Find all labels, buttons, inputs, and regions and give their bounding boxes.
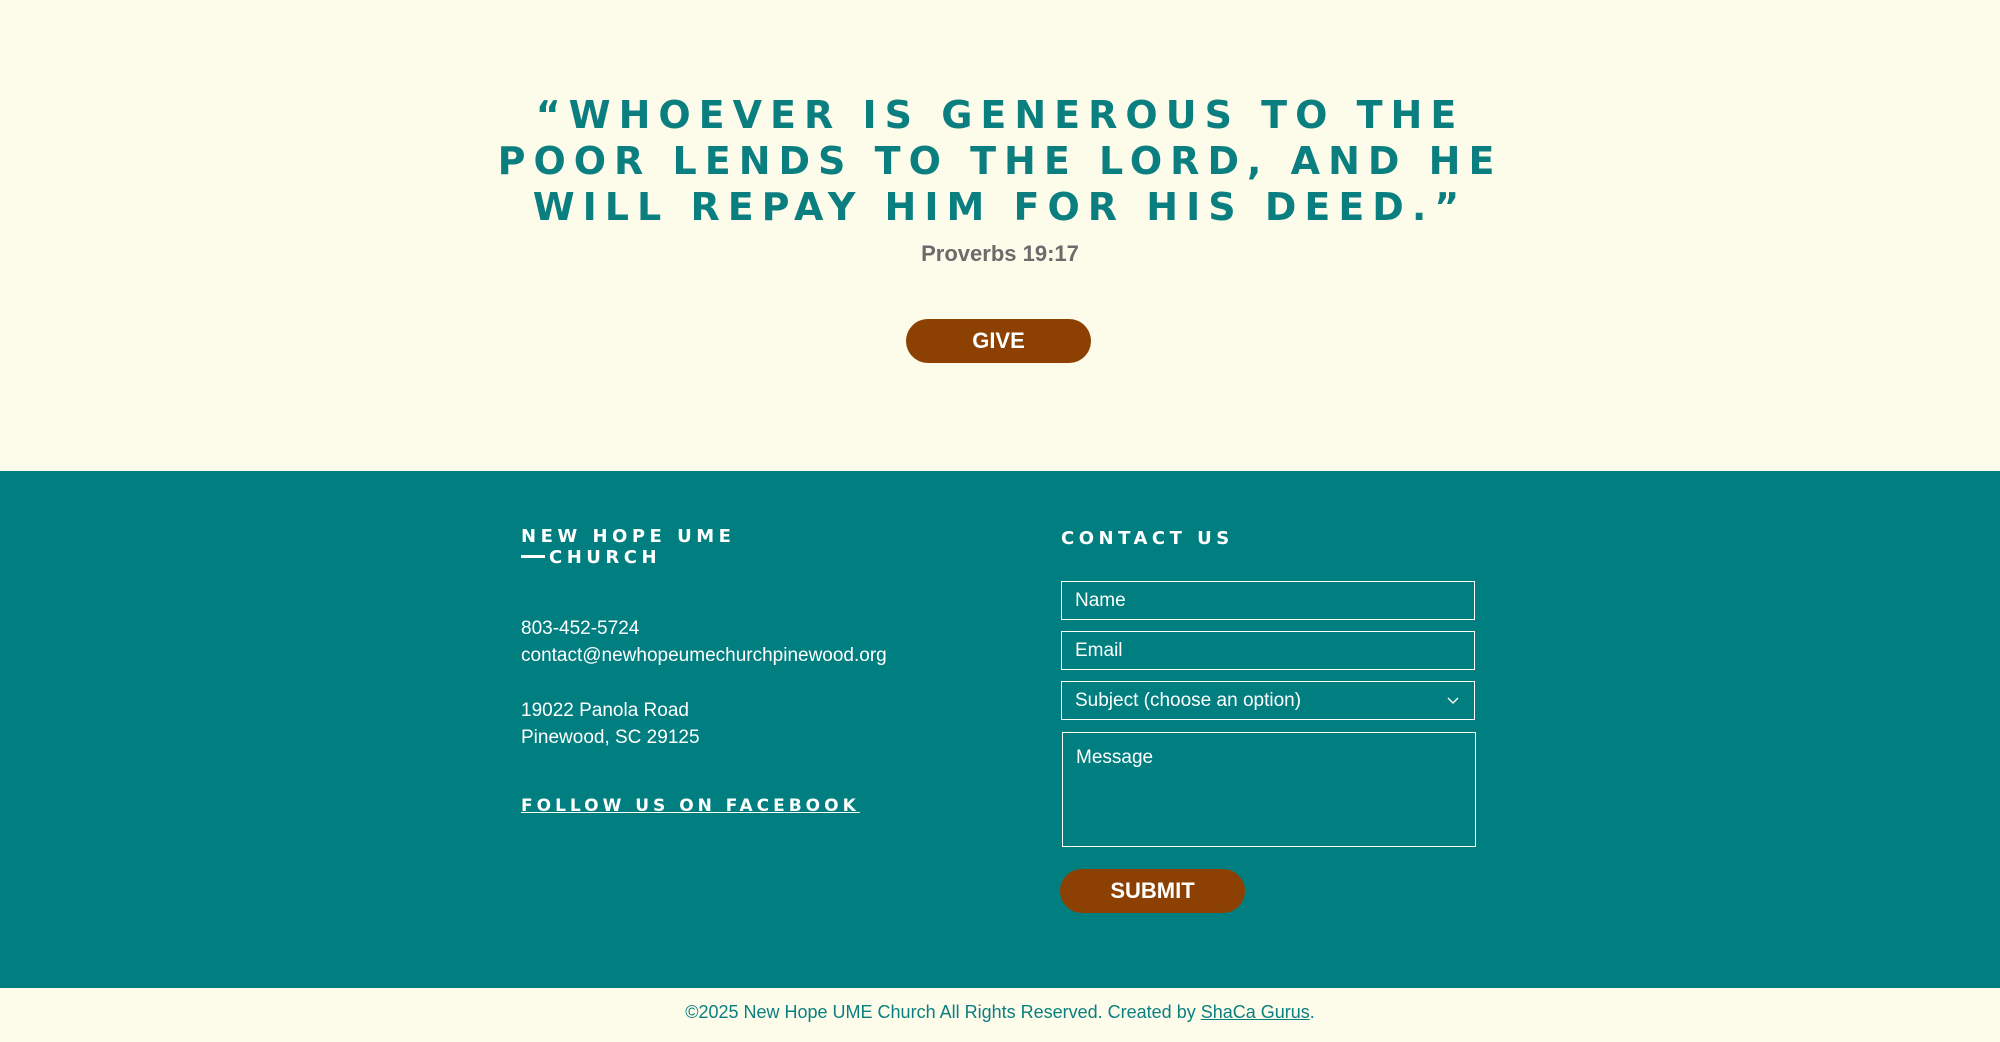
subject-select[interactable] [1061,681,1475,720]
phone-number: 803-452-5724 [521,618,640,639]
message-placeholder: Message [1076,747,1154,768]
footer-church-name [521,526,735,568]
address-line1: 19022 Panola Road [521,700,689,721]
submit-button[interactable]: SUBMIT [1060,869,1245,913]
site-footer [0,471,2000,988]
church-name-line2-wrapper [521,547,735,568]
copyright-text: ©2025 New Hope UME Church All Rights Reserved. Created by [685,1002,1201,1022]
copyright-notice [0,1002,2000,1023]
facebook-link[interactable]: FOLLOW US ON FACEBOOK [521,796,860,816]
email-input[interactable] [1061,631,1475,670]
give-button[interactable]: GIVE [906,319,1091,363]
contact-us-heading: CONTACT US [1061,528,1234,549]
email-placeholder: Email [1075,639,1123,661]
church-name-line1: NEW HOPE UME [521,526,736,547]
address-line2: Pinewood, SC 29125 [521,727,700,748]
scripture-quote: “WHOEVER IS GENEROUS TO THE POOR LENDS TO THE LORD, AND HE WILL REPAY HIM FOR HIS DEED.” [497,93,1503,229]
chevron-down-icon [1445,693,1461,709]
message-textarea[interactable] [1062,732,1476,847]
subject-placeholder: Subject (choose an option) [1075,689,1302,711]
scripture-reference: Proverbs 19:17 [921,241,1079,266]
name-placeholder: Name [1075,589,1126,611]
creator-link[interactable]: ShaCa Gurus [1200,1002,1310,1022]
donation-section [0,0,2000,471]
dash-decoration [521,555,545,558]
email-address: contact@newhopeumechurchpinewood.org [521,645,887,666]
name-input[interactable] [1061,581,1475,620]
copyright-suffix: . [1309,1002,1315,1022]
church-name-line2: CHURCH [549,547,662,568]
